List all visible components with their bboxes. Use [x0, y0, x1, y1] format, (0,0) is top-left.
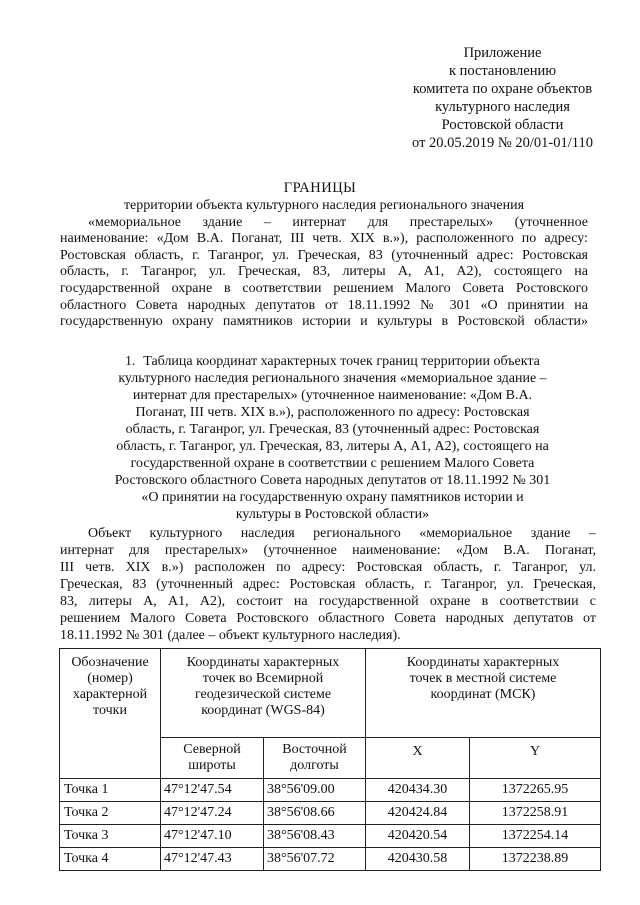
header-text: Северной — [183, 742, 241, 757]
header-text: геодезической системе — [194, 687, 332, 702]
cell-point: Точка 4 — [60, 848, 161, 871]
intro-line: область, г. Таганрог, ул. Греческая, 83, литеры А, А1, А2), состоящего на — [60, 264, 588, 280]
table-row — [60, 825, 601, 848]
intro-line: «мемориальное здание – интернат для престарелых» (уточненное — [88, 214, 588, 230]
caption-line: область, г. Таганрог, ул. Греческая, 83, литеры А, А1, А2), состоящего на — [116, 439, 549, 454]
cell-y: 1372258.91 — [470, 802, 601, 825]
header-text: Обозначение — [71, 655, 149, 670]
table-row — [60, 802, 601, 825]
header-text: координат (МСК) — [430, 687, 536, 702]
table-header-row — [60, 649, 601, 738]
caption-line: государственной охране в соответствии с решением Малого Совета — [130, 456, 535, 471]
appendix-line: комитета по охране объектов — [412, 81, 593, 97]
header-text: точки — [93, 703, 127, 718]
paragraph-line: III четв. XIX в.») расположен по адресу: Ростовская область, г. Таганрог, ул. — [60, 560, 596, 575]
cell-point: Точка 1 — [60, 779, 161, 802]
coordinates-table — [59, 648, 601, 871]
object-paragraph — [60, 525, 596, 644]
caption-line: «О принятии на государственную охрану памятников истории и — [141, 490, 524, 505]
header-text: (номер) — [87, 671, 133, 686]
header-x: X — [366, 738, 470, 779]
appendix-line: Приложение — [463, 45, 542, 61]
intro-line: наименование: «Дом В.А. Поганат, III четв. XIX в.»), расположенного по адресу: — [60, 231, 588, 247]
cell-y: 1372265.95 — [470, 779, 601, 802]
header-text: точек в местной системе — [409, 671, 557, 686]
header-text: Восточной — [282, 742, 347, 757]
caption-line: Ростовского областного Совета народных депутатов от 18.11.1992 № 301 — [114, 473, 551, 488]
appendix-line: Ростовской области — [441, 117, 564, 133]
header-text: широты — [188, 758, 236, 773]
paragraph-line: 83, литеры А, А1, А2), состоит на государственной охране в соответствии с — [60, 594, 596, 609]
header-latitude — [161, 738, 264, 779]
header-text: Координаты характерных — [406, 655, 560, 670]
caption-line — [110, 352, 555, 370]
header-text: характерной — [72, 687, 148, 702]
caption-line: культуры в Ростовской области» — [235, 507, 430, 522]
header-y: Y — [470, 738, 601, 779]
table-caption — [110, 352, 555, 523]
intro-line: областного Совета народных депутатов от 18.11.1992 № 301 «О принятии на — [60, 297, 588, 313]
paragraph-line: Греческая, 83 (уточненный адрес: Ростовская область, г. Таганрог, ул. Греческая, — [60, 577, 596, 592]
cell-point: Точка 3 — [60, 825, 161, 848]
header-point-designation — [60, 649, 161, 779]
cell-longitude: 38°56'08.43 — [264, 825, 366, 848]
paragraph-line: Объект культурного наследия регионального «мемориальное здание – — [88, 526, 596, 541]
document-title: ГРАНИЦЫ — [283, 180, 357, 196]
cell-point: Точка 2 — [60, 802, 161, 825]
caption-number: 1. — [125, 353, 136, 368]
caption-line: область, г. Таганрог, ул. Греческая, 83 (уточненный адрес: Ростовская — [125, 422, 540, 437]
intro-line: государственной охране в соответствии решением Малого Совета Ростовского — [60, 280, 588, 296]
header-text: долготы — [290, 758, 339, 773]
intro-text — [60, 198, 588, 331]
cell-y: 1372238.89 — [470, 848, 601, 871]
caption-line: культурного наследия регионального значения «мемориальное здание – — [118, 371, 547, 386]
intro-line: Ростовская область, г. Таганрог, ул. Греческая, 83 (уточненный адрес: Ростовская — [60, 247, 588, 263]
appendix-line: к постановлению — [448, 63, 557, 79]
cell-x: 420424.84 — [366, 802, 470, 825]
header-msk — [366, 649, 601, 738]
header-text: координат (WGS-84) — [201, 703, 325, 718]
cell-x: 420430.58 — [366, 848, 470, 871]
paragraph-line: 18.11.1992 № 301 (далее – объект культурного наследия). — [60, 628, 401, 643]
cell-latitude: 47°12'47.24 — [161, 802, 264, 825]
header-wgs84 — [161, 649, 366, 738]
appendix-line: культурного наследия — [435, 99, 570, 115]
cell-longitude: 38°56'07.72 — [264, 848, 366, 871]
intro-line: территории объекта культурного наследия регионального значения — [123, 198, 525, 213]
header-text: точек во Всемирной — [202, 671, 324, 686]
header-longitude — [264, 738, 366, 779]
cell-longitude: 38°56'08.66 — [264, 802, 366, 825]
caption-text: Таблица координат характерных точек границ территории объекта — [143, 354, 540, 369]
header-text: Координаты характерных — [186, 655, 340, 670]
cell-longitude: 38°56'09.00 — [264, 779, 366, 802]
cell-y: 1372254.14 — [470, 825, 601, 848]
table-row — [60, 848, 601, 871]
cell-latitude: 47°12'47.10 — [161, 825, 264, 848]
cell-x: 420434.30 — [366, 779, 470, 802]
cell-latitude: 47°12'47.54 — [161, 779, 264, 802]
intro-line: государственную охрану памятников истории и культуры в Ростовской области» — [60, 314, 588, 330]
caption-line: Поганат, III четв. XIX в.»), расположенного по адресу: Ростовская — [135, 405, 530, 420]
table-row — [60, 779, 601, 802]
cell-latitude: 47°12'47.43 — [161, 848, 264, 871]
cell-x: 420420.54 — [366, 825, 470, 848]
appendix-block — [385, 44, 620, 152]
paragraph-line: решением Малого Совета Ростовского областного Совета народных депутатов от — [60, 611, 596, 626]
paragraph-line: интернат для престарелых» (уточненное наименование: «Дом В.А. Поганат, — [60, 543, 596, 558]
caption-line: интернат для престарелых» (уточненное наименование: «Дом В.А. — [132, 388, 533, 403]
appendix-line: от 20.05.2019 № 20/01-01/110 — [412, 135, 593, 151]
